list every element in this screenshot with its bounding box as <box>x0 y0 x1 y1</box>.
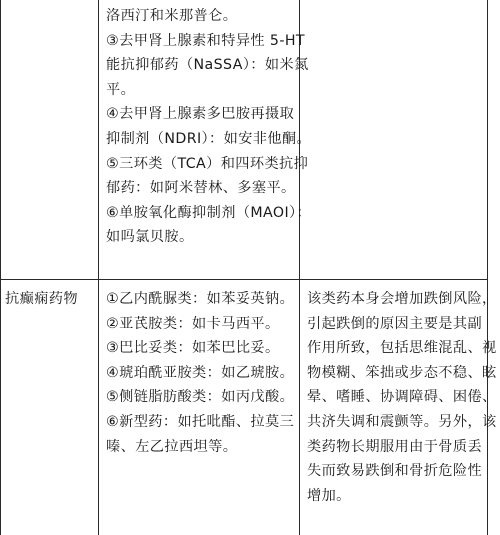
text-line: 洛西汀和米那普仑。 <box>106 8 238 24</box>
text-line: ⑥新型药：如托吡酯、拉莫三 <box>106 413 295 430</box>
text-line: 增加。 <box>307 487 351 504</box>
text-line: 晕、嗜睡、协调障碍、困倦、 <box>307 389 497 406</box>
text-line: 类药物长期服用由于骨质丢 <box>307 438 483 455</box>
text-line: 失而致易跌倒和骨折危险性 <box>307 463 483 480</box>
text-line: ③去甲肾上腺素和特异性 5-HT <box>106 32 305 49</box>
text-line: ④去甲肾上腺素多巴胺再摄取 <box>106 106 295 123</box>
text-line: 物模糊、笨拙或步态不稳、眩 <box>307 364 497 381</box>
row1-drugs-cell <box>106 4 311 250</box>
text-line: 该类药本身会增加跌倒风险， <box>307 291 497 307</box>
row2-note-cell <box>307 287 497 508</box>
text-line: ④琥珀酰亚胺类：如乙琥胺。 <box>106 364 295 381</box>
text-line: 如吗氯贝胺。 <box>106 229 194 246</box>
row2-category-cell <box>5 287 78 312</box>
text-line: ③巴比妥类：如苯巴比妥。 <box>106 340 280 357</box>
text-line: ⑥单胺氧化酶抑制剂（MAOI）： <box>106 204 312 221</box>
row2-drugs-cell <box>106 287 294 459</box>
text-line: 抑制剂（NDRI）：如安非他酮。 <box>106 130 312 147</box>
text-line: 共济失调和震颤等。另外，该 <box>307 413 497 430</box>
text-line: 作用所致，包括思维混乱、视 <box>307 340 497 357</box>
text-line: 平。 <box>106 81 136 98</box>
text-line: ⑤侧链脂肪酸类：如丙戊酸。 <box>106 389 295 406</box>
text-line: ⑤三环类（TCA）和四环类抗抑 <box>106 155 309 172</box>
table-border-col1 <box>98 0 99 535</box>
text-line: 嗪、左乙拉西坦等。 <box>106 438 238 455</box>
text-line: ①乙内酰脲类：如苯妥英钠。 <box>106 291 295 307</box>
text-line: 能抗抑郁药（NaSSA）：如米氮 <box>106 57 309 74</box>
text-line: 郁药：如阿米替林、多塞平。 <box>106 180 296 197</box>
table-border-left <box>0 0 1 535</box>
category-label: 抗癫痫药物 <box>5 291 78 307</box>
text-line: ②亚芪胺类：如卡马西平。 <box>106 315 280 332</box>
text-line: 引起跌倒的原因主要是其副 <box>307 315 483 332</box>
table-row-divider <box>0 279 488 280</box>
